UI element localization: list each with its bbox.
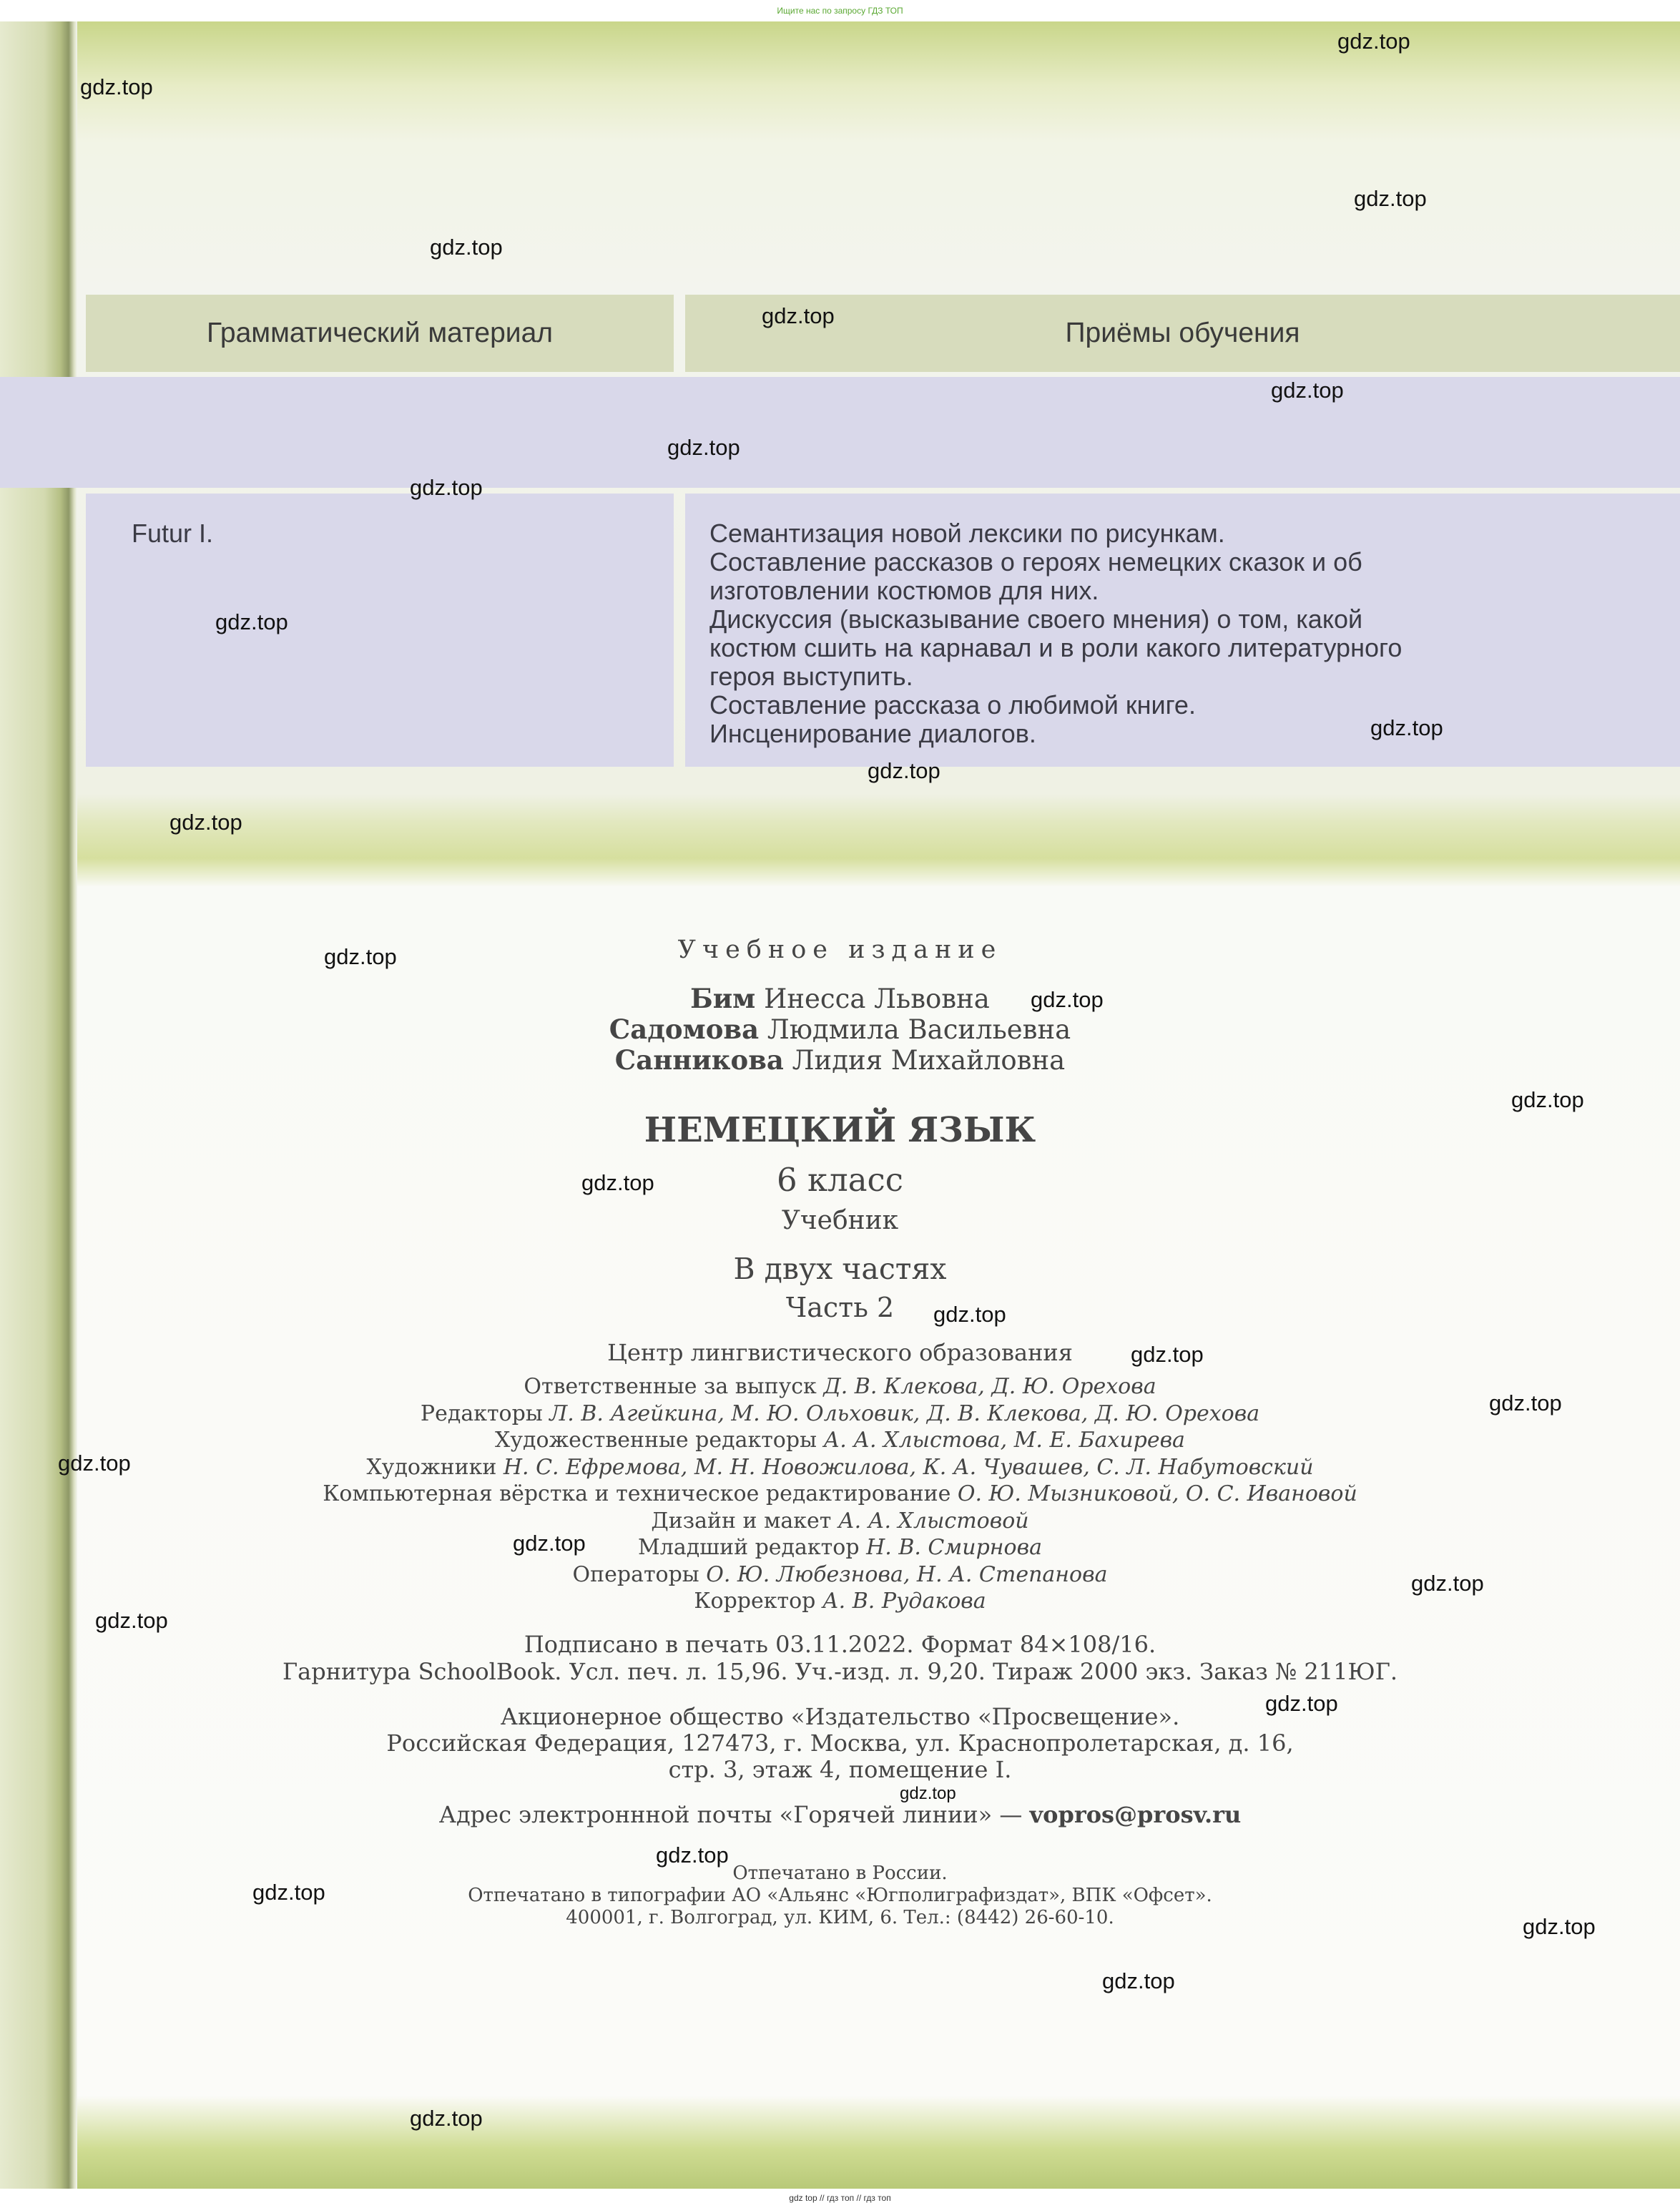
watermark: gdz.top (868, 758, 940, 783)
printer-line: 400001, г. Волгоград, ул. КИМ, 6. Тел.: (8442) 26-60-10. (566, 1907, 1114, 1928)
author-surname: Санникова (614, 1044, 784, 1076)
staff-role: Младший редактор (638, 1535, 860, 1560)
authors (0, 983, 1680, 1076)
watermark: gdz.top (1411, 1571, 1484, 1596)
center-name: Центр лингвистического образования (607, 1339, 1073, 1366)
watermark: gdz.top (410, 2106, 483, 2131)
staff-role: Дизайн и макет (651, 1508, 832, 1534)
table-header-methods: Приёмы обучения (685, 295, 1680, 372)
grade: 6 класс (777, 1161, 903, 1199)
staff-line (0, 1400, 1680, 1428)
watermark: gdz.top (656, 1843, 729, 1868)
staff-line (0, 1534, 1680, 1561)
print-line: Подписано в печать 03.11.2022. Формат 84×108/16. (524, 1631, 1156, 1658)
methods-line: героя выступить. (709, 662, 913, 691)
staff-role: Художественные редакторы (495, 1428, 817, 1453)
watermark: gdz.top (1265, 1691, 1338, 1716)
methods-line: костюм сшить на карнавал и в роли какого литературного (709, 633, 1403, 662)
print-line: Гарнитура SchoolBook. Усл. печ. л. 15,96. Уч.-изд. л. 9,20. Тираж 2000 экз. Заказ № 211ЮГ. (282, 1658, 1398, 1685)
methods-line: Семантизация новой лексики по рисункам. (709, 519, 1225, 548)
watermark: gdz.top (252, 1880, 325, 1905)
staff-names: Н. С. Ефремова, М. Н. Новожилова, К. А. Чувашев, С. Л. Набутовский (503, 1454, 1314, 1480)
staff-line (0, 1427, 1680, 1454)
author-name: Инесса Львовна (764, 983, 990, 1014)
staff-names: А. А. Хлыстовой (837, 1508, 1029, 1534)
publisher-line: Российская Федерация, 127473, г. Москва, ул. Краснопролетарская, д. 16, (386, 1729, 1294, 1757)
printer-line: Отпечатано в типографии АО «Альянс «Югполиграфиздат», ВПК «Офсет». (468, 1885, 1212, 1906)
watermark: gdz.top (762, 303, 835, 328)
watermark: gdz.top (581, 1170, 654, 1195)
staff-names: О. Ю. Любезнова, Н. А. Степанова (706, 1561, 1108, 1587)
watermark: gdz.top (1271, 378, 1344, 403)
author (0, 983, 1680, 1014)
publisher-line: Акционерное общество «Издательство «Просвещение». (500, 1703, 1180, 1730)
author-surname: Бим (690, 983, 756, 1014)
book-title: НЕМЕЦКИЙ ЯЗЫК (644, 1110, 1036, 1150)
publisher-line: стр. 3, этаж 4, помещение I. (668, 1756, 1012, 1783)
staff-role: Редакторы (420, 1400, 543, 1426)
table-cell-methods (685, 494, 1680, 767)
staff-names: А. А. Хлыстова, М. Е. Бахирева (823, 1428, 1185, 1453)
staff-names: О. Ю. Мызниковой, О. С. Ивановой (957, 1481, 1357, 1506)
table-header-grammar: Грамматический материал (86, 295, 674, 372)
staff-names: Д. В. Клекова, Д. Ю. Орехова (823, 1374, 1156, 1399)
watermark: gdz.top (58, 1451, 131, 1476)
bottom-banner: gdz top // гдз топ // гдз топ (0, 2189, 1680, 2208)
methods-line: Составление рассказа о любимой книге. (709, 690, 1196, 720)
staff-line (0, 1454, 1680, 1481)
watermark: gdz.top (1523, 1914, 1596, 1939)
watermark: gdz.top (933, 1302, 1006, 1327)
staff-role: Операторы (572, 1561, 699, 1587)
book-kind: Учебник (781, 1206, 899, 1235)
edition-type: Учебное издание (677, 936, 1003, 964)
watermark: gdz.top (1102, 1968, 1175, 1993)
staff-role: Корректор (694, 1589, 816, 1614)
grammar-text: Futur I. (132, 519, 214, 548)
staff-role: Ответственные за выпуск (524, 1374, 817, 1399)
staff-line (0, 1508, 1680, 1535)
watermark: gdz.top (513, 1531, 586, 1556)
author-name: Лидия Михайловна (792, 1045, 1066, 1076)
author (0, 1045, 1680, 1076)
watermark: gdz.top (1354, 186, 1427, 211)
print-details (0, 1631, 1680, 1685)
watermark: gdz.top (170, 810, 242, 835)
methods-line: Инсценирование диалогов. (709, 719, 1036, 748)
watermark: gdz.top (1511, 1087, 1584, 1112)
methods-line: изготовлении костюмов для них. (709, 576, 1099, 605)
part-number: Часть 2 (785, 1292, 895, 1323)
watermark: gdz.top (1337, 29, 1410, 54)
table-cell-grammar (86, 494, 674, 767)
staff-line (0, 1481, 1680, 1508)
watermark: gdz.top (900, 1784, 956, 1803)
watermark: gdz.top (95, 1608, 168, 1633)
staff-names: Л. В. Агейкина, М. Ю. Ольховик, Д. В. Клекова, Д. Ю. Орехова (549, 1400, 1260, 1426)
hotline-email (0, 1801, 1680, 1828)
methods-text (709, 519, 1639, 748)
table-empty-row (0, 377, 1680, 488)
watermark: gdz.top (430, 235, 503, 260)
author-surname: Садомова (609, 1014, 760, 1045)
watermark: gdz.top (215, 609, 288, 634)
staff-role: Компьютерная вёрстка и техническое редактирование (323, 1481, 951, 1506)
email-link[interactable]: vopros@prosv.ru (1029, 1801, 1242, 1828)
watermark: gdz.top (1031, 987, 1104, 1012)
staff-names: Н. В. Смирнова (866, 1535, 1042, 1560)
staff-line (0, 1373, 1680, 1400)
printer-line: Отпечатано в России. (732, 1863, 948, 1884)
staff-names: А. В. Рудакова (822, 1589, 986, 1614)
watermark: gdz.top (410, 475, 483, 500)
publisher-details (0, 1704, 1680, 1783)
author-name: Людмила Васильевна (767, 1014, 1071, 1045)
watermark: gdz.top (1131, 1342, 1204, 1367)
staff-role: Художники (366, 1454, 497, 1480)
parts: В двух частях (733, 1252, 947, 1286)
methods-line: Дискуссия (высказывание своего мнения) о том, какой (709, 604, 1363, 634)
email-label: Адрес электроннной почты «Горячей линии» — (438, 1801, 1023, 1828)
watermark: gdz.top (1370, 715, 1443, 740)
top-banner: Ищите нас по запросу ГДЗ ТОП (0, 0, 1680, 21)
author (0, 1014, 1680, 1045)
watermark: gdz.top (667, 435, 740, 460)
watermark: gdz.top (80, 74, 153, 99)
methods-line: Составление рассказов о героях немецких сказок и об (709, 547, 1362, 576)
watermark: gdz.top (1489, 1390, 1562, 1415)
watermark: gdz.top (324, 944, 397, 969)
